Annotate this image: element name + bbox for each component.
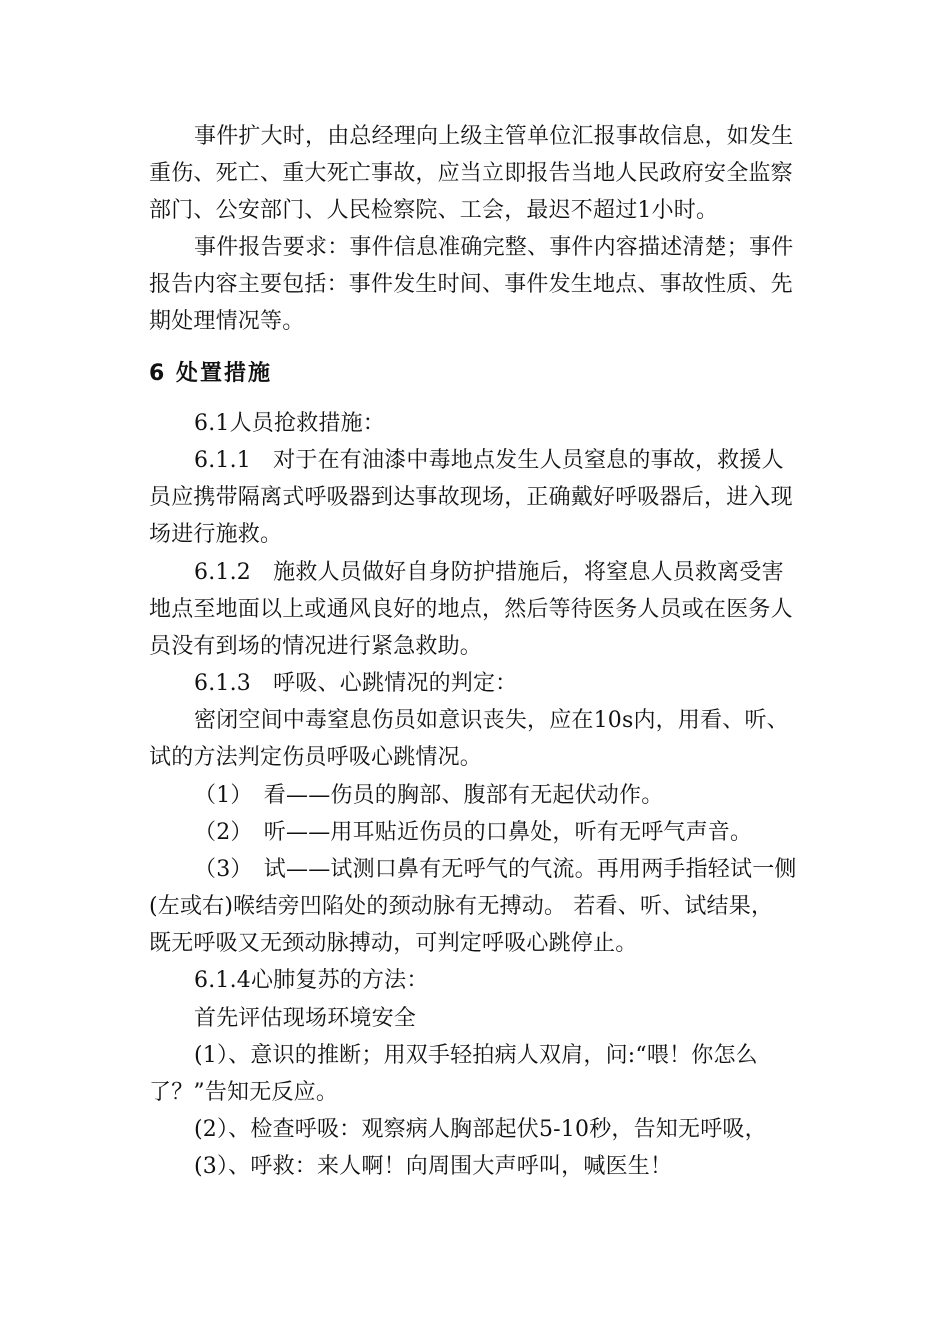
paragraph-line: 重伤、死亡、重大死亡事故，应当立即报告当地人民政府安全监察 — [149, 161, 793, 186]
paragraph-line: 既无呼吸又无颈动脉搏动，可判定呼吸心跳停止。 — [149, 931, 638, 956]
paragraph-line: 6.1.1 对于在有油漆中毒地点发生人员窒息的事故，救援人 — [194, 448, 784, 473]
paragraph-line: 部门、公安部门、人民检察院、工会，最迟不超过1小时。 — [149, 198, 719, 223]
paragraph-line: 员应携带隔离式呼吸器到达事故现场，正确戴好呼吸器后，进入现 — [149, 485, 793, 510]
paragraph-line: 事件扩大时，由总经理向上级主管单位汇报事故信息，如发生 — [194, 124, 794, 149]
list-item: （3） 试——试测口鼻有无呼气的气流。再用两手指轻试一侧 — [194, 857, 797, 882]
paragraph-line: 6.1.3 呼吸、心跳情况的判定： — [194, 671, 518, 696]
paragraph-line: 员没有到场的情况进行紧急救助。 — [149, 634, 483, 659]
list-item: (1）、意识的推断；用双手轻拍病人双肩，问:“喂！你怎么 — [194, 1043, 758, 1068]
list-item: (3）、呼救：来人啊！向周围大声呼叫，喊医生！ — [194, 1154, 673, 1179]
paragraph-line: 场进行施救。 — [149, 522, 283, 547]
paragraph-line: 6.1.4心肺复苏的方法： — [194, 968, 429, 993]
paragraph-line: 首先评估现场环境安全 — [194, 1006, 417, 1031]
paragraph-line: 地点至地面以上或通风良好的地点，然后等待医务人员或在医务人 — [149, 597, 793, 622]
paragraph-line: 报告内容主要包括：事件发生时间、事件发生地点、事故性质、先 — [149, 272, 793, 297]
list-item: (2）、检查呼吸：观察病人胸部起伏5-10秒，告知无呼吸， — [194, 1117, 767, 1142]
list-item: （1） 看——伤员的胸部、腹部有无起伏动作。 — [194, 783, 664, 808]
list-item: （2） 听——用耳贴近伤员的口鼻处，听有无呼气声音。 — [194, 820, 753, 845]
paragraph-line: 试的方法判定伤员呼吸心跳情况。 — [149, 745, 483, 770]
paragraph-line: 6.1.2 施救人员做好自身防护措施后，将窒息人员救离受害 — [194, 560, 784, 585]
paragraph-line: 期处理情况等。 — [149, 309, 305, 334]
paragraph-line: 密闭空间中毒窒息伤员如意识丧失，应在10s内，用看、听、 — [194, 708, 789, 733]
paragraph-line: 了？”告知无反应。 — [149, 1080, 339, 1105]
paragraph-line: 6.1人员抢救措施： — [194, 411, 385, 436]
paragraph-line: 事件报告要求：事件信息准确完整、事件内容描述清楚；事件 — [194, 235, 794, 260]
section-heading: 6 处置措施 — [149, 361, 272, 386]
paragraph-line: (左或右)喉结旁凹陷处的颈动脉有无搏动。 若看、听、试结果， — [149, 894, 774, 919]
